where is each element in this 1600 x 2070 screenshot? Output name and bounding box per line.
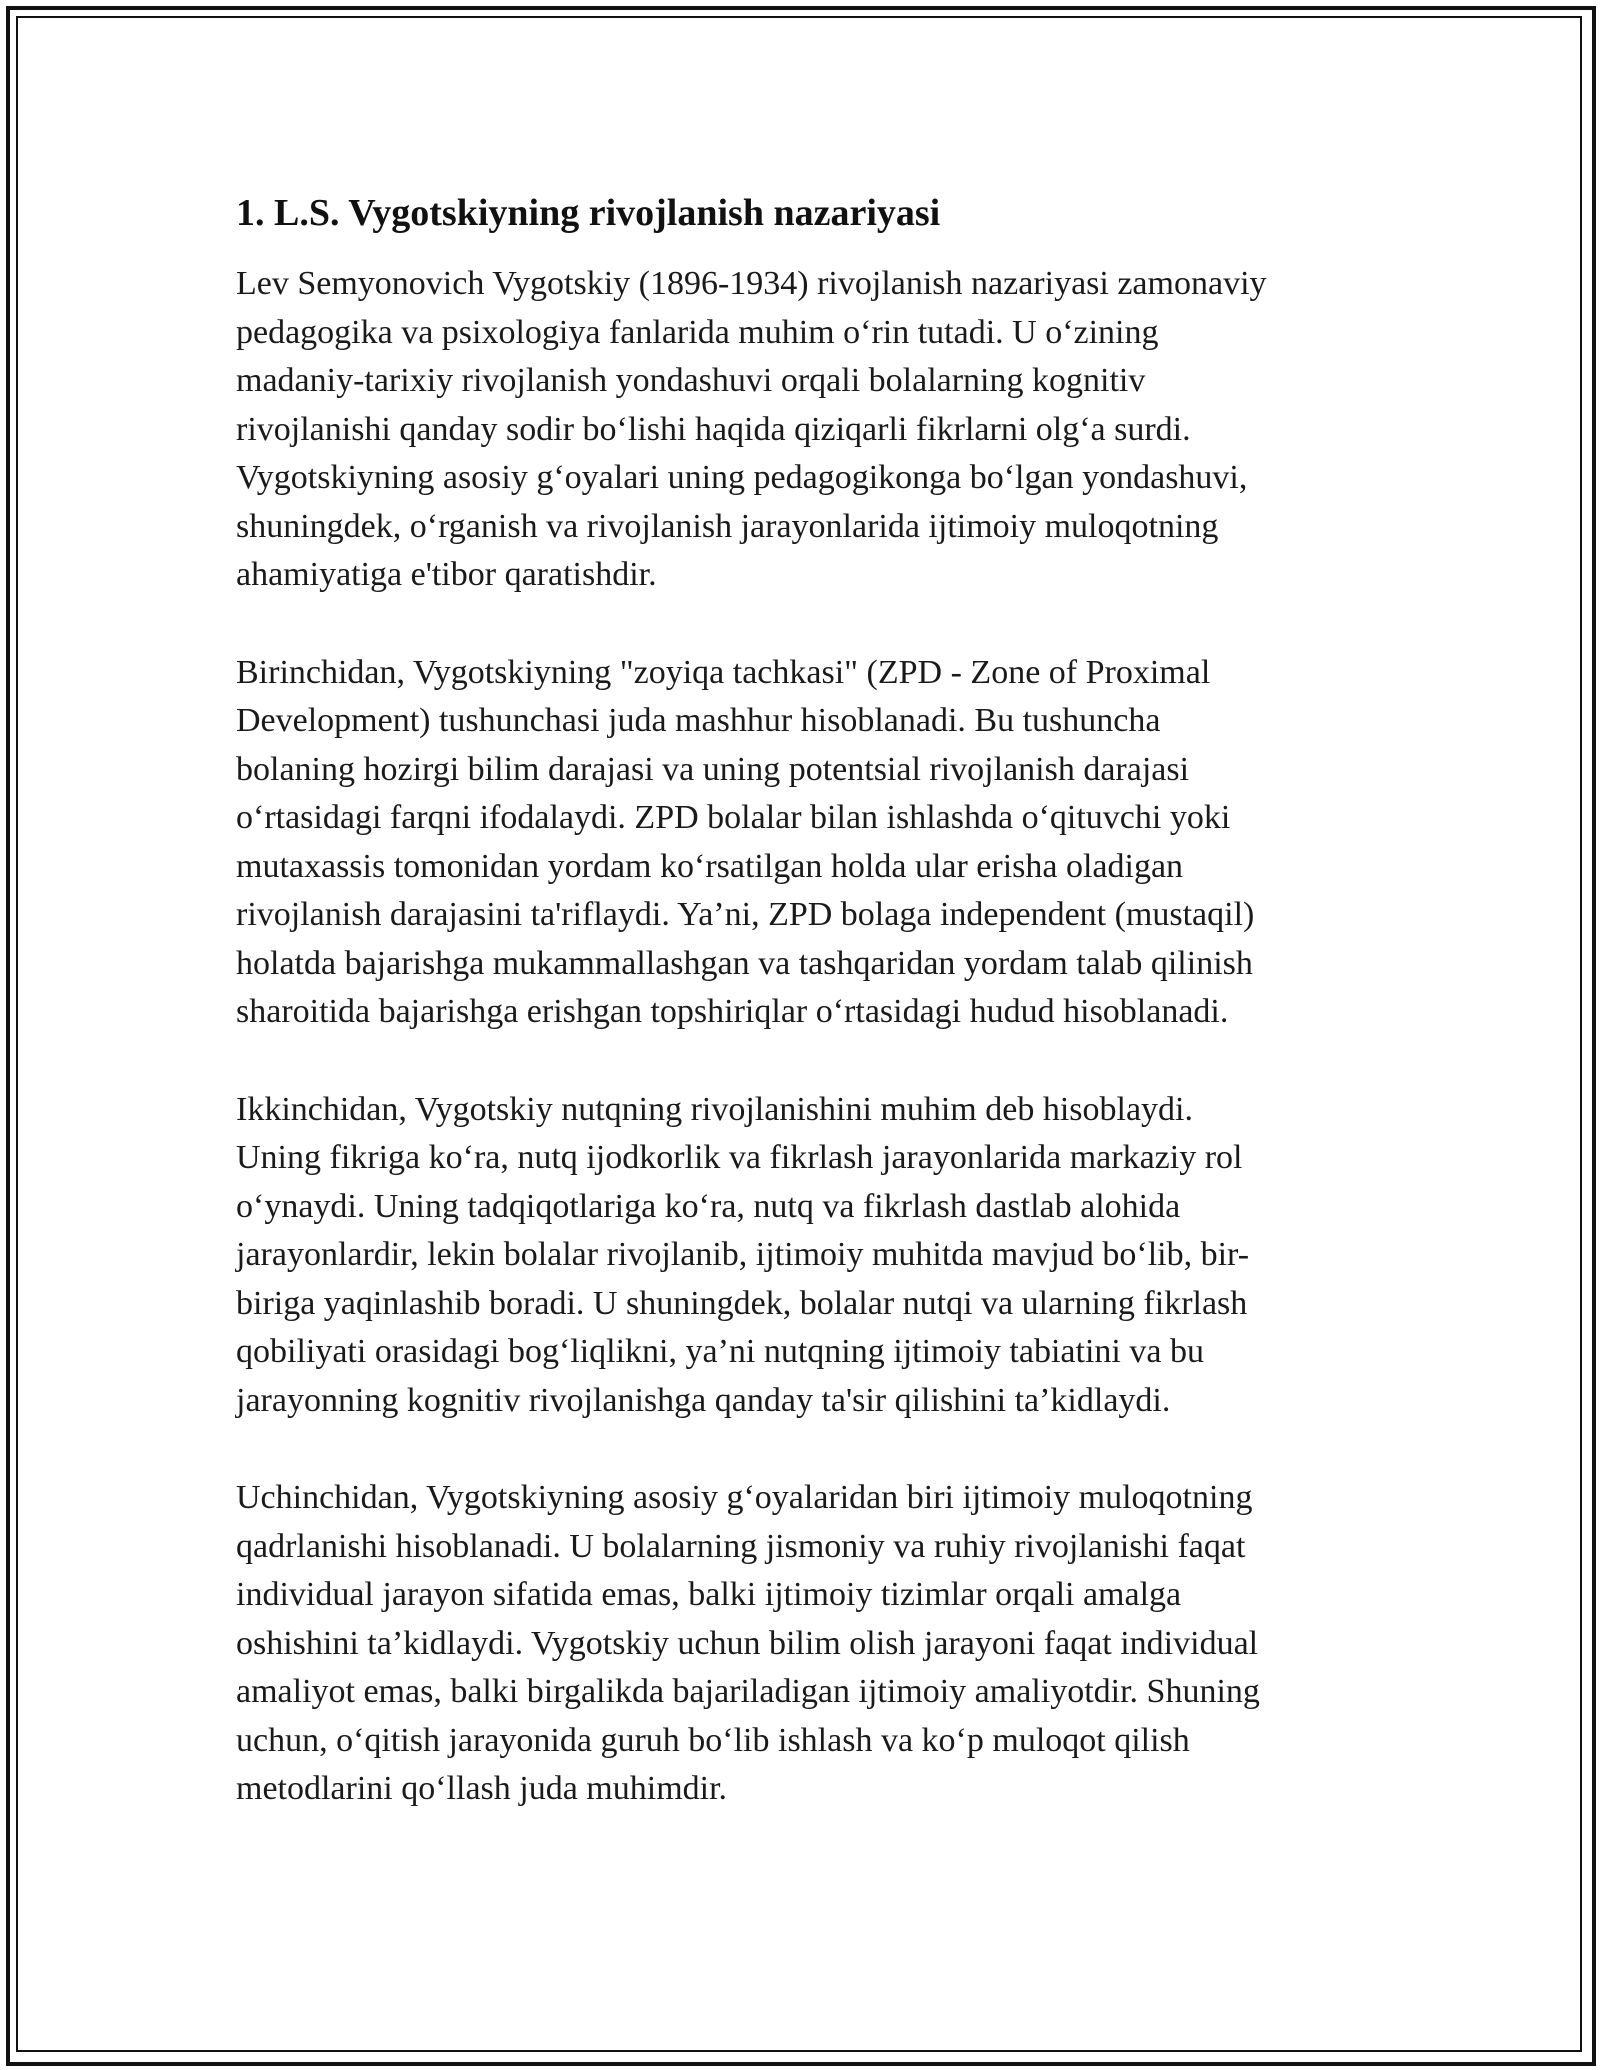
paragraph-intro: Lev Semyonovich Vygotskiy (1896-1934) rivojlanish nazariyasi zamonaviy pedagogika va psixologiya fanlarida muhim o‘rin tutadi. U o‘zining madaniy-tarixiy rivojlanish yondashuvi orqali bolalarning kognitiv rivojlanishi qanday sodir bo‘lishi haqida qiziqarli fikrlarni olg‘a surdi. Vygotskiyning asosiy g‘oyalari uning pedagogikonga bo‘lgan yondashuvi, shuningdek, o‘rganish va rivojlanish jarayonlarida ijtimoiy muloqotning ahamiyatiga e'tibor qaratishdir.: [236, 265, 1267, 593]
paragraph-first: Birinchidan, Vygotskiyning "zoyiqa tachkasi" (ZPD - Zone of Proximal Development) tushunchasi juda mashhur hisoblanadi. Bu tushuncha bolaning hozirgi bilim darajasi va uning potentsial rivojlanish darajasi o‘rtasidagi farqni ifodalaydi. ZPD bolalar bilan ishlashda o‘qituvchi yoki mutaxassis tomonidan yordam ko‘rsatilgan holda ular erisha oladigan rivojlanish darajasini ta'riflaydi. Ya’ni, ZPD bolaga independent (mustaqil) holatda bajarishga mukammallashgan va tashqaridan yordam talab qilinish sharoitida bajarishga erishgan topshiriqlar o‘rtasidagi hudud hisoblanadi.: [236, 653, 1255, 1030]
paragraph-second: Ikkinchidan, Vygotskiy nutqning rivojlanishini muhim deb hisoblaydi. Uning fikriga ko‘ra, nutq ijodkorlik va fikrlash jarayonlarida markaziy rol o‘ynaydi. Uning tadqiqotlariga ko‘ra, nutq va fikrlash dastlab alohida jarayonlardir, lekin bolalar rivojlanib, ijtimoiy muhitda mavjud bo‘lib, bir- biriga yaqinlashib boradi. U shuningdek, bolalar nutqi va ularning fikrlash qobiliyati orasidagi bog‘liqlikni, ya’ni nutqning ijtimoiy tabiatini va bu jarayonning kognitiv rivojlanishga qanday ta'sir qilishini ta’kidlaydi.: [236, 1090, 1250, 1419]
paragraph-third: Uchinchidan, Vygotskiyning asosiy g‘oyalaridan biri ijtimoiy muloqotning qadrlanishi hisoblanadi. U bolalarning jismoniy va ruhiy rivojlanishi faqat individual jarayon sifatida emas, balki ijtimoiy tizimlar orqali amalga oshishini ta’kidlaydi. Vygotskiy uchun bilim olish jarayoni faqat individual amaliyot emas, balki birgalikda bajariladigan ijtimoiy amaliyotdir. Shuning uchun, o‘qitish jarayonida guruh bo‘lib ishlash va ko‘p muloqot qilish metodlarini qo‘llash juda muhimdir.: [236, 1479, 1260, 1807]
document-body: [236, 190, 1364, 1863]
section-heading: 1. L.S. Vygotskiyning rivojlanish nazariyasi: [236, 192, 941, 234]
